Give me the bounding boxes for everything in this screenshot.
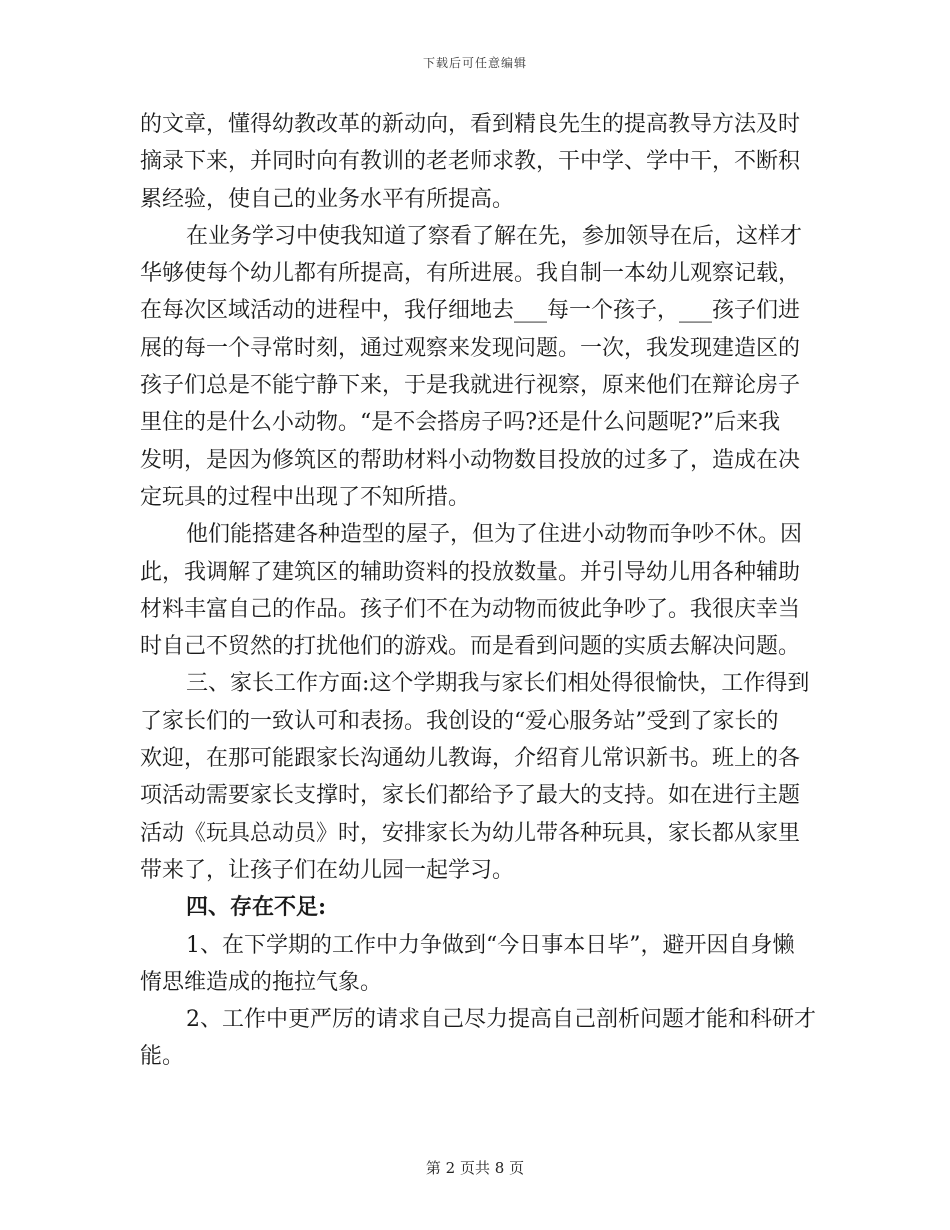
document-body bbox=[140, 106, 816, 1076]
text-line: 孩子们总是不能宁静下来，于是我就进行视察，原来他们在辩论房子 bbox=[140, 373, 801, 399]
text-line: 时自己不贸然的打扰他们的游戏。而是看到问题的实质去解决问题。 bbox=[140, 634, 801, 660]
text-line: 活动《玩具总动员》时，安排家长为幼儿带各种玩具，家长都从家里 bbox=[140, 820, 801, 846]
text-line: 了家长们的一致认可和表扬。我创设的“爱心服务站”受到了家长的 bbox=[140, 708, 779, 734]
text-line: 带来了，让孩子们在幼儿园一起学习。 bbox=[140, 857, 515, 883]
text-line: 项活动需要家长支撑时，家长们都给予了最大的支持。如在进行主题 bbox=[140, 783, 801, 809]
text-line: 1、在下学期的工作中力争做到“今日事本日毕”，避开因自身懒 bbox=[186, 932, 795, 958]
text-line: 欢迎，在那可能跟家长沟通幼儿教诲，介绍育儿常识新书。班上的各 bbox=[140, 746, 801, 772]
text-line: 华够使每个幼儿都有所提高，有所进展。我自制一本幼儿观察记载， bbox=[140, 261, 801, 287]
text-line: 展的每一个寻常时刻，通过观察来发现问题。一次，我发现建造区的 bbox=[140, 335, 801, 361]
text-line: 能。 bbox=[140, 1044, 185, 1070]
text-line: 摘录下来，并同时向有教训的老老师求教，干中学、学中干，不断积 bbox=[140, 149, 801, 175]
text-line: 在业务学习中使我知道了察看了解在先，参加领导在后，这样才 bbox=[186, 223, 803, 249]
page-header: 下载后可任意编辑 bbox=[422, 56, 527, 70]
text-line: 三、家长工作方面:这个学期我与家长们相处得很愉快，工作得到 bbox=[186, 671, 810, 697]
text-line: 发明，是因为修筑区的帮助材料小动物数目投放的过多了，造成在决 bbox=[140, 447, 801, 473]
text-line: 惰思维造成的拖拉气象。 bbox=[140, 969, 383, 995]
text-line: 的文章，懂得幼教改革的新动向，看到精良先生的提高教导方法及时 bbox=[140, 112, 801, 137]
text-line: 2、工作中更严厉的请求自己尽力提高自己剖析问题才能和科研才 bbox=[186, 1007, 816, 1033]
text-line: 此，我调解了建筑区的辅助资料的投放数量。并引导幼儿用各种辅助 bbox=[140, 559, 801, 585]
text-line: 定玩具的过程中出现了不知所措。 bbox=[140, 484, 471, 510]
text-line: 在每次区域活动的进程中，我仔细地去___每一个孩子，___孩子们进 bbox=[140, 298, 801, 324]
section-heading: 四、存在不足: bbox=[186, 894, 327, 921]
text-line: 他们能搭建各种造型的屋子，但为了住进小动物而争吵不休。因 bbox=[186, 522, 803, 548]
text-line: 材料丰富自己的作品。孩子们不在为动物而彼此争吵了。我很庆幸当 bbox=[140, 596, 801, 622]
text-line: 累经验，使自己的业务水平有所提高。 bbox=[140, 186, 515, 212]
text-line: 里住的是什么小动物。“是不会搭房子吗?还是什么问题呢?”后来我 bbox=[140, 410, 781, 436]
page-footer: 第 2 页共 8 页 bbox=[425, 1159, 525, 1177]
